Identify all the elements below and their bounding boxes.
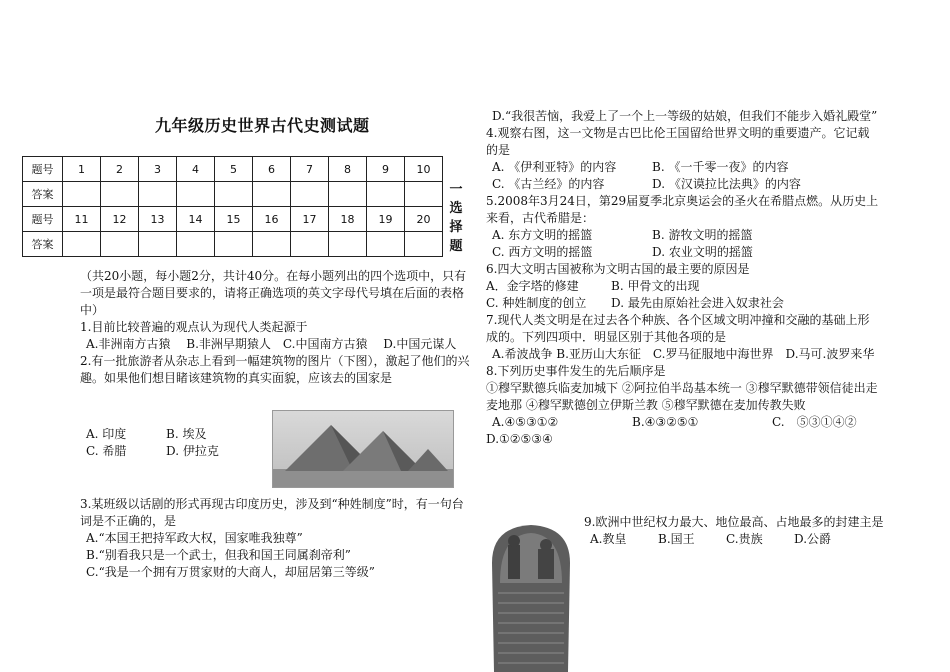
question-9-stem: 9.欧洲中世纪权力最大、地位最高、占地最多的封建主是 — [584, 515, 884, 529]
option-d: D. 伊拉克 — [166, 444, 219, 458]
answer-cell[interactable] — [367, 182, 405, 207]
option-b: B. 游牧文明的摇篮 — [652, 228, 753, 242]
option-c: C.贵族 — [726, 532, 763, 546]
grid-header-cell: 答案 — [23, 182, 63, 207]
answer-cell[interactable] — [405, 232, 443, 257]
option-a: A.教皇 — [590, 532, 627, 546]
option-a: A.“本国王把持军政大权，国家唯我独尊” — [86, 531, 303, 545]
grid-header-cell: 答案 — [23, 232, 63, 257]
grid-row-questions-2 — [23, 207, 443, 232]
answer-cell[interactable] — [329, 232, 367, 257]
option-c: C. 种姓制度的创立 — [486, 296, 587, 310]
answer-cell[interactable] — [253, 232, 291, 257]
option-a: A.④⑤③①② — [492, 415, 559, 429]
question-1-options: A.非洲南方古猿 B.非洲早期猿人 C.中国南方古猿 D.中国元谋人 — [86, 337, 457, 351]
question-5-stem: 5.2008年3月24日，第29届夏季北京奥运会的圣火在希腊点燃。从历史上来看，古代希腊是： — [486, 194, 879, 225]
answer-grid — [22, 156, 443, 257]
grid-number-cell: 10 — [405, 157, 443, 182]
option-c: C.“我是一个拥有万贯家财的大商人，却屈居第三等级” — [86, 565, 375, 579]
pyramids-image — [272, 410, 454, 488]
option-d: D. 最先由原始社会进入奴隶社会 — [611, 296, 784, 310]
answer-cell[interactable] — [63, 232, 101, 257]
option-c: C. 希腊 — [86, 444, 127, 458]
section-char: 一 — [449, 182, 463, 197]
option-d: D.公爵 — [794, 532, 832, 546]
section-char: 择 — [449, 220, 463, 235]
grid-header-cell: 题号 — [23, 157, 63, 182]
grid-row-answers-1 — [23, 182, 443, 207]
grid-row-answers-2 — [23, 232, 443, 257]
grid-number-cell: 9 — [367, 157, 405, 182]
option-c: C. 西方文明的摇篮 — [492, 245, 593, 259]
answer-cell[interactable] — [367, 232, 405, 257]
question-2-options — [80, 426, 270, 460]
grid-header-cell: 题号 — [23, 207, 63, 232]
question-7-stem: 7.现代人类文明是在过去各个种族、各个区域文明冲撞和交融的基础上形成的。下列四项中．明显区别于其他各项的是 — [486, 313, 870, 344]
question-9 — [584, 514, 884, 548]
section-intro: （共20小题，每小题2分，共计40分。在每小题列出的四个选项中，只有一项是最符合题目要求的，请将正确选项的英文字母代号填在后面的表格中） — [80, 269, 467, 317]
grid-number-cell: 1 — [63, 157, 101, 182]
question-8-events: ①穆罕默德兵临麦加城下 ②阿拉伯半岛基本统一 ③穆罕默德带领信徒出走麦地那 ④穆罕默德创立伊斯兰教 ⑤穆罕默德在麦加传教失败 — [486, 381, 878, 412]
answer-cell[interactable] — [291, 182, 329, 207]
question-2-stem: 2.有一批旅游者从杂志上看到一幅建筑物的图片（下图），激起了他们的兴趣。如果他们想目睹该建筑物的真实面貌，应该去的国家是 — [80, 354, 470, 385]
question-7-options: A.希波战争 B.亚历山大东征 C.罗马征服地中海世界 D.马可.波罗来华 — [492, 347, 875, 361]
question-3-stem: 3.某班级以话剧的形式再现古印度历史，涉及到“种姓制度”时，有一句台词是不正确的，是 — [80, 497, 464, 528]
answer-cell[interactable] — [215, 232, 253, 257]
grid-number-cell: 6 — [253, 157, 291, 182]
grid-number-cell: 4 — [177, 157, 215, 182]
option-d: D. 《汉谟拉比法典》的内容 — [652, 177, 801, 191]
hammurabi-stele-image — [486, 523, 576, 672]
grid-number-cell: 3 — [139, 157, 177, 182]
question-3 — [80, 496, 470, 581]
grid-number-cell: 18 — [329, 207, 367, 232]
grid-number-cell: 16 — [253, 207, 291, 232]
answer-cell[interactable] — [139, 182, 177, 207]
grid-number-cell: 11 — [63, 207, 101, 232]
grid-number-cell: 20 — [405, 207, 443, 232]
right-column — [486, 108, 881, 448]
grid-number-cell: 2 — [101, 157, 139, 182]
option-a: A. 《伊利亚特》的内容 — [492, 160, 617, 174]
question-6-stem: 6.四大文明古国被称为文明古国的最主要的原因是 — [486, 262, 750, 276]
option-b: B. 《一千零一夜》的内容 — [652, 160, 789, 174]
option-a: A. 印度 — [86, 427, 127, 441]
grid-number-cell: 17 — [291, 207, 329, 232]
grid-number-cell: 15 — [215, 207, 253, 232]
answer-cell[interactable] — [101, 232, 139, 257]
option-b: B.国王 — [658, 532, 695, 546]
question-8-stem: 8.下列历史事件发生的先后顺序是 — [486, 364, 666, 378]
option-b: B. 甲骨文的出现 — [611, 279, 700, 293]
grid-row-questions-1 — [23, 157, 443, 182]
answer-cell[interactable] — [215, 182, 253, 207]
option-b: B.④③②⑤① — [632, 415, 699, 429]
option-d: D. 农业文明的摇篮 — [652, 245, 753, 259]
option-d: D.①②⑤③④ — [486, 432, 553, 446]
question-3-option-d: D.“我很苦恼，我爱上了一个上一等级的姑娘，但我们不能步入婚礼殿堂” — [492, 109, 878, 123]
answer-cell[interactable] — [63, 182, 101, 207]
answer-cell[interactable] — [177, 182, 215, 207]
answer-cell[interactable] — [253, 182, 291, 207]
option-b: B.“别看我只是一个武士，但我和国王同属刹帝利” — [86, 548, 351, 562]
section-label — [448, 180, 464, 256]
answer-cell[interactable] — [139, 232, 177, 257]
option-b: B. 埃及 — [166, 427, 207, 441]
answer-cell[interactable] — [291, 232, 329, 257]
grid-number-cell: 8 — [329, 157, 367, 182]
question-4-stem: 4.观察右图，这一文物是古巴比伦王国留给世界文明的重要遗产。它记载的是 — [486, 126, 870, 157]
grid-number-cell: 19 — [367, 207, 405, 232]
grid-number-cell: 12 — [101, 207, 139, 232]
page-title: 九年级历史世界古代史测试题 — [155, 116, 370, 135]
section-char: 选 — [449, 201, 463, 216]
grid-number-cell: 14 — [177, 207, 215, 232]
section-char: 题 — [449, 239, 463, 254]
option-c: C. 《古兰经》的内容 — [492, 177, 605, 191]
left-column — [80, 268, 470, 387]
answer-cell[interactable] — [101, 182, 139, 207]
grid-number-cell: 13 — [139, 207, 177, 232]
option-a: A. 东方文明的摇篮 — [492, 228, 593, 242]
answer-cell[interactable] — [405, 182, 443, 207]
option-c: C. ⑤③①④② — [772, 415, 857, 429]
answer-cell[interactable] — [329, 182, 367, 207]
question-1-stem: 1.目前比较普遍的观点认为现代人类起源于 — [80, 320, 308, 334]
answer-cell[interactable] — [177, 232, 215, 257]
grid-number-cell: 5 — [215, 157, 253, 182]
option-a: A．金字塔的修建 — [486, 279, 579, 293]
grid-number-cell: 7 — [291, 157, 329, 182]
